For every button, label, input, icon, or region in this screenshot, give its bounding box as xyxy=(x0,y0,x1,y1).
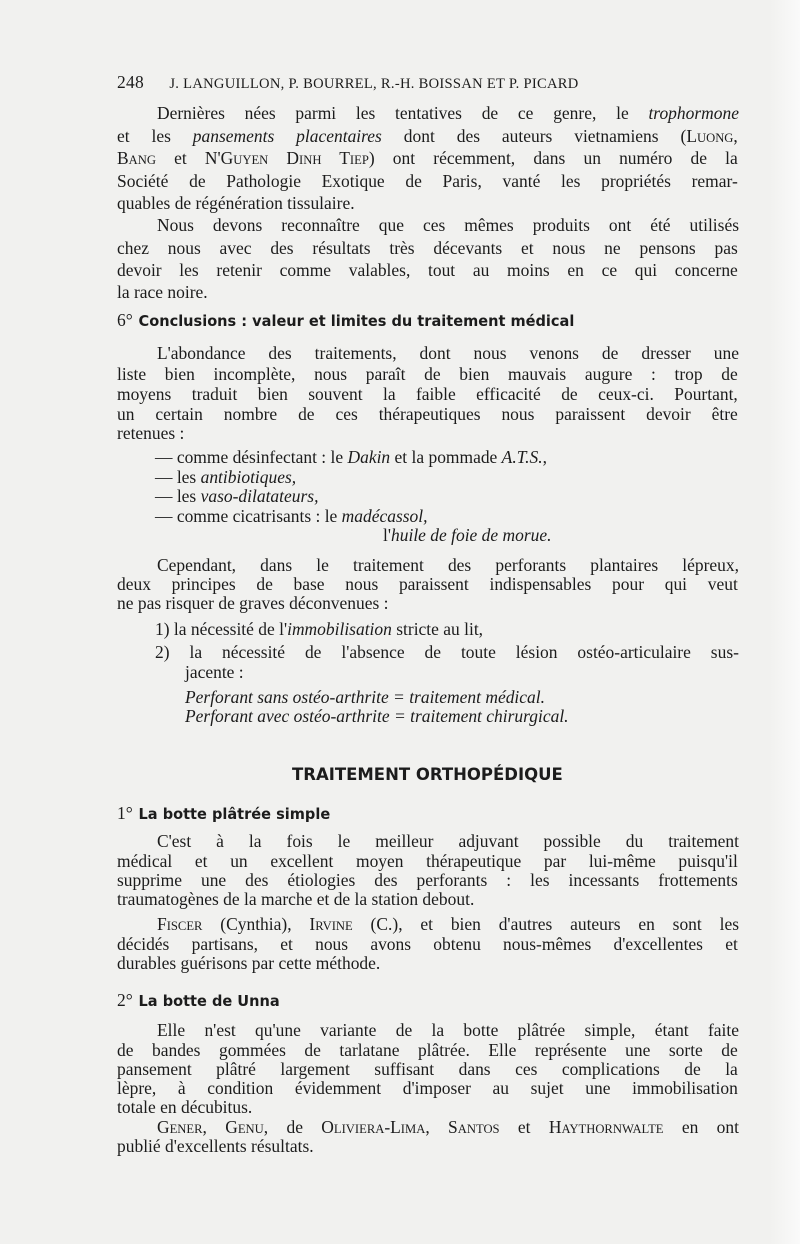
small-caps-name: Guyen Dinh Tiep xyxy=(220,148,369,168)
text-run: 2) la nécessité de l'absence de toute lésion ostéo-articulaire sus- xyxy=(155,642,739,662)
text-line xyxy=(117,1059,738,1079)
text-run: (Cynthia), xyxy=(202,914,310,934)
text-run: et N' xyxy=(155,148,221,168)
page-number: 248 xyxy=(117,72,145,92)
text-run: , xyxy=(425,1117,449,1137)
running-header-authors: J. LANGUILLON, P. BOURREL, R.-H. BOISSAN ET P. PICARD xyxy=(169,76,579,92)
text-line xyxy=(117,404,738,424)
italic-text: A.T.S. xyxy=(501,447,543,467)
text-line xyxy=(157,1020,739,1040)
list-item xyxy=(185,706,740,726)
text-run: chez nous avec des résultats très décevants et nous ne pensons pas xyxy=(117,238,738,258)
text-line xyxy=(117,1040,738,1060)
text-run: liste bien incomplète, nous paraît de bien mauvais augure : trop de xyxy=(117,364,738,384)
small-caps-name: Genu xyxy=(225,1117,264,1137)
section-title-orthopedique xyxy=(117,764,738,785)
italic-text: Perforant sans ostéo-arthrite = traitement médical. xyxy=(185,687,545,707)
text-run: — les xyxy=(155,486,201,506)
text-line xyxy=(117,934,738,954)
italic-text: huile de foie de morue. xyxy=(391,525,552,545)
text-line xyxy=(117,953,738,973)
text-run: Cependant, dans le traitement des perforants plantaires lépreux, xyxy=(157,555,739,575)
text-line xyxy=(117,148,738,168)
text-run: L'abondance des traitements, dont nous venons de dresser une xyxy=(157,343,739,363)
text-run: C'est à la fois le meilleur adjuvant possible du traitement xyxy=(157,831,739,851)
text-run: Elle n'est qu'une variante de la botte plâtrée simple, étant faite xyxy=(157,1020,739,1040)
text-line xyxy=(117,574,738,594)
list-item xyxy=(155,467,739,487)
section-number: 6° xyxy=(117,310,133,330)
text-line xyxy=(117,282,738,302)
text-run: (C.), et bien d'autres auteurs en sont les xyxy=(352,914,739,934)
list-item xyxy=(155,642,739,662)
text-line xyxy=(117,384,738,404)
text-line xyxy=(117,1136,738,1156)
small-caps-name: Oliviera-Lima xyxy=(321,1117,426,1137)
italic-text: madécassol, xyxy=(341,506,428,526)
text-run: un certain nombre de ces thérapeutiques nous paraissent devoir être xyxy=(117,404,738,424)
italic-text: pansements placentaires xyxy=(192,126,382,146)
text-run: , de xyxy=(263,1117,322,1137)
list-item xyxy=(155,447,739,467)
list-item xyxy=(185,662,740,682)
text-run: stricte au lit, xyxy=(391,619,484,639)
text-line xyxy=(117,126,738,146)
text-line xyxy=(157,215,739,235)
text-line xyxy=(157,914,739,934)
text-line xyxy=(117,851,738,871)
small-caps-name: Luong, xyxy=(686,126,738,146)
text-line xyxy=(117,593,738,613)
text-line xyxy=(117,193,738,213)
text-run: supprime une des étiologies des perforants : les incessants frottements xyxy=(117,870,738,890)
text-run: Société de Pathologie Exotique de Paris, vanté les propriétés remar- xyxy=(117,171,738,191)
small-caps-name: Gener xyxy=(157,1117,203,1137)
text-run: — comme cicatrisants : le xyxy=(155,506,342,526)
list-item xyxy=(155,619,739,639)
text-line xyxy=(157,103,739,123)
italic-text: trophormone xyxy=(648,103,739,123)
text-line xyxy=(117,364,738,384)
section-heading-conclusions xyxy=(117,310,738,331)
text-line xyxy=(117,1097,738,1117)
text-run: jacente : xyxy=(185,662,244,682)
section-title-text: TRAITEMENT ORTHOPÉDIQUE xyxy=(292,765,563,785)
italic-text: antibiotiques, xyxy=(200,467,297,487)
text-line xyxy=(117,870,738,890)
text-run: et les xyxy=(117,126,193,146)
text-run: — comme désinfectant : le xyxy=(155,447,348,467)
text-line xyxy=(117,260,738,280)
running-header xyxy=(117,72,738,94)
section-heading-botte-platree xyxy=(117,803,738,824)
section-number: 1° xyxy=(117,803,133,823)
small-caps-name: Irvine xyxy=(309,914,353,934)
section-number: 2° xyxy=(117,990,133,1010)
text-run: devoir les retenir comme valables, tout au moins en ce qui concerne xyxy=(117,260,738,280)
text-run: médical et un excellent moyen thérapeutique par lui-même puisqu'il xyxy=(117,851,738,871)
list-item xyxy=(383,525,746,545)
text-line xyxy=(157,1117,739,1137)
text-run: Dernières nées parmi les tentatives de ce genre, le xyxy=(157,103,649,123)
list-item xyxy=(155,506,739,526)
section-title-text: Conclusions : valeur et limites du traitement médical xyxy=(138,312,575,330)
text-run: et la pommade xyxy=(390,447,502,467)
text-run: dont des auteurs vietnamiens ( xyxy=(381,126,687,146)
text-run: en ont xyxy=(663,1117,739,1137)
text-run: traumatogènes de la marche et de la station debout. xyxy=(117,889,475,909)
page-edge-shadow xyxy=(770,0,800,1244)
italic-text: immobilisation xyxy=(287,619,392,639)
text-run: Nous devons reconnaître que ces mêmes produits ont été utilisés xyxy=(157,215,739,235)
text-line xyxy=(117,1078,738,1098)
text-run: ne pas risquer de graves déconvenues : xyxy=(117,593,389,613)
text-line xyxy=(157,831,739,851)
text-run: la race noire. xyxy=(117,282,208,302)
small-caps-name: Santos xyxy=(448,1117,500,1137)
text-run: et xyxy=(499,1117,549,1137)
text-run: durables guérisons par cette méthode. xyxy=(117,953,381,973)
section-title-text: La botte plâtrée simple xyxy=(138,805,331,823)
text-run: , xyxy=(202,1117,226,1137)
text-run: retenues : xyxy=(117,423,185,443)
section-title-text: La botte de Unna xyxy=(138,992,280,1010)
italic-text: Perforant avec ostéo-arthrite = traitement chirurgical. xyxy=(185,706,569,726)
text-run: lèpre, à condition évidemment d'imposer au sujet une immobilisation xyxy=(117,1078,738,1098)
list-item xyxy=(185,687,740,707)
text-run: deux principes de base nous paraissent indispensables pour qui veut xyxy=(117,574,738,594)
text-line xyxy=(117,238,738,258)
text-run: quables de régénération tissulaire. xyxy=(117,193,355,213)
small-caps-name: Haythornwalte xyxy=(548,1117,664,1137)
text-run: moyens traduit bien souvent la faible efficacité de ceux-ci. Pourtant, xyxy=(117,384,738,404)
text-run: ) ont récemment, dans un numéro de la xyxy=(368,148,738,168)
small-caps-name: Bang xyxy=(117,148,156,168)
text-line xyxy=(157,555,739,575)
text-run: publié d'excellents résultats. xyxy=(117,1136,314,1156)
text-run: , xyxy=(542,447,547,467)
italic-text: Dakin xyxy=(347,447,391,467)
text-run: totale en décubitus. xyxy=(117,1097,253,1117)
text-run: l' xyxy=(383,525,392,545)
small-caps-name: Fiscer xyxy=(157,914,203,934)
text-run: — les xyxy=(155,467,201,487)
text-run: décidés partisans, et nous avons obtenu nous-mêmes d'excellentes et xyxy=(117,934,738,954)
text-line xyxy=(117,171,738,191)
italic-text: vaso-dilatateurs, xyxy=(200,486,319,506)
text-run: pansement plâtré largement suffisant dans ces complications de la xyxy=(117,1059,738,1079)
text-line xyxy=(157,343,739,363)
text-line xyxy=(117,889,738,909)
text-line xyxy=(117,423,738,443)
text-run: de bandes gommées de tarlatane plâtrée. Elle représente une sorte de xyxy=(117,1040,738,1060)
section-heading-botte-unna xyxy=(117,990,738,1011)
text-run: 1) la nécessité de l' xyxy=(155,619,288,639)
list-item xyxy=(155,486,739,506)
